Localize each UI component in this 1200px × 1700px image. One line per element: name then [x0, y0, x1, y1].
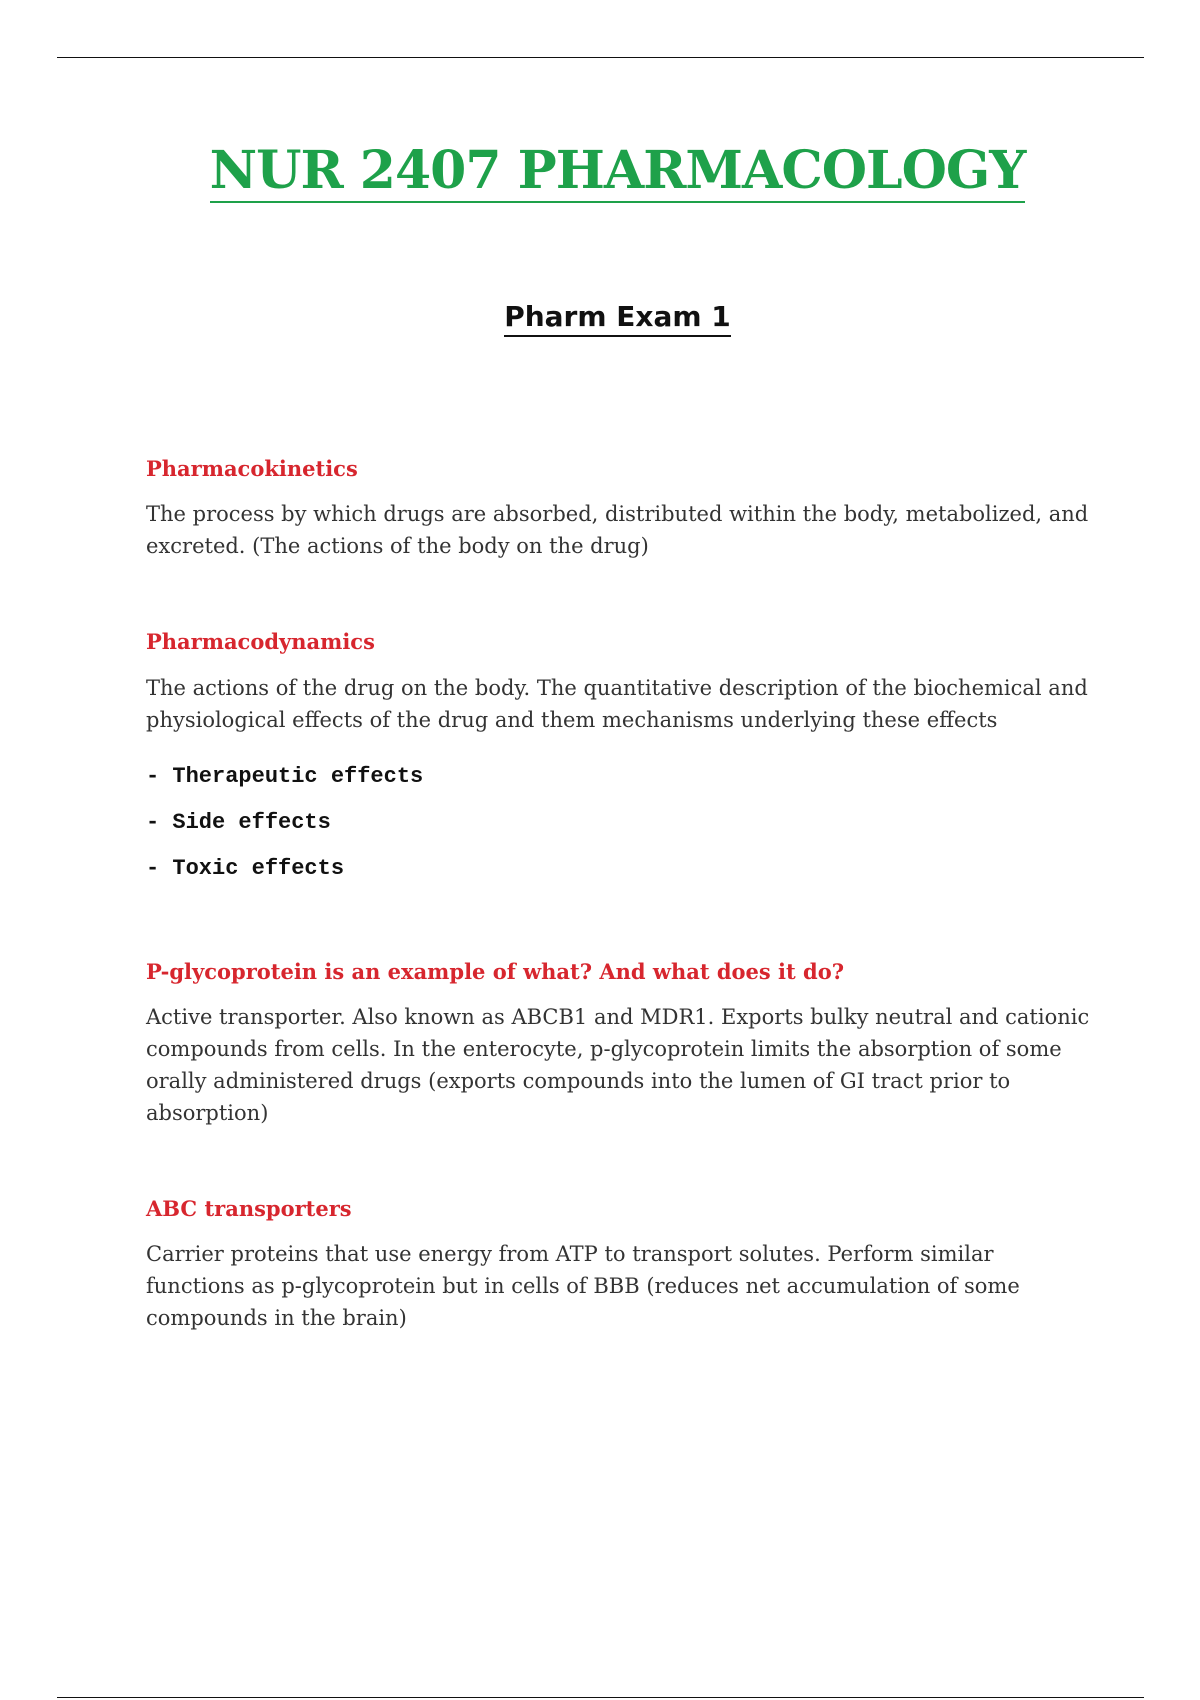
- section-body: The actions of the drug on the body. The quantitative description of the biochemical and physiological effects of the drug and them mechanisms underlying these effects: [146, 675, 1088, 732]
- top-rule: [57, 57, 1144, 58]
- bottom-rule: [57, 1697, 1144, 1698]
- document-title: NUR 2407 PHARMACOLOGY: [209, 140, 1026, 201]
- section-heading: Pharmacodynamics: [146, 629, 375, 655]
- section-pharmacokinetics: [146, 455, 1094, 562]
- section-heading: Pharmacokinetics: [146, 456, 358, 481]
- list-item: - Therapeutic effects: [146, 763, 424, 789]
- document-subtitle: Pharm Exam 1: [0, 300, 1200, 334]
- section-heading: ABC transporters: [146, 1195, 352, 1221]
- section-body: Carrier proteins that use energy from ATP to transport solutes. Perform similar functions as p-glycoprotein but in cells of BBB (reduces net accumulation of some compounds in the brain): [146, 1242, 1020, 1331]
- section-p-glycoprotein: [146, 958, 1094, 1129]
- section-heading: P-glycoprotein is an example of what? And what does it do?: [146, 958, 845, 984]
- document-content: [146, 455, 1094, 1400]
- effects-list: [146, 754, 1094, 892]
- section-pharmacodynamics: [146, 628, 1094, 891]
- section-abc-transporters: [146, 1195, 1094, 1334]
- section-body: The process by which drugs are absorbed, distributed within the body, metabolized, and excreted. (The actions of the body on the drug): [146, 502, 1089, 559]
- list-item: - Toxic effects: [146, 855, 345, 881]
- section-body: Active transporter. Also known as ABCB1 and MDR1. Exports bulky neutral and cationic compounds from cells. In the enterocyte, p-glycoprotein limits the absorption of some orally administered drugs (exports compounds into the lumen of GI tract prior to absorption): [146, 1004, 1090, 1125]
- list-item: - Side effects: [146, 809, 331, 835]
